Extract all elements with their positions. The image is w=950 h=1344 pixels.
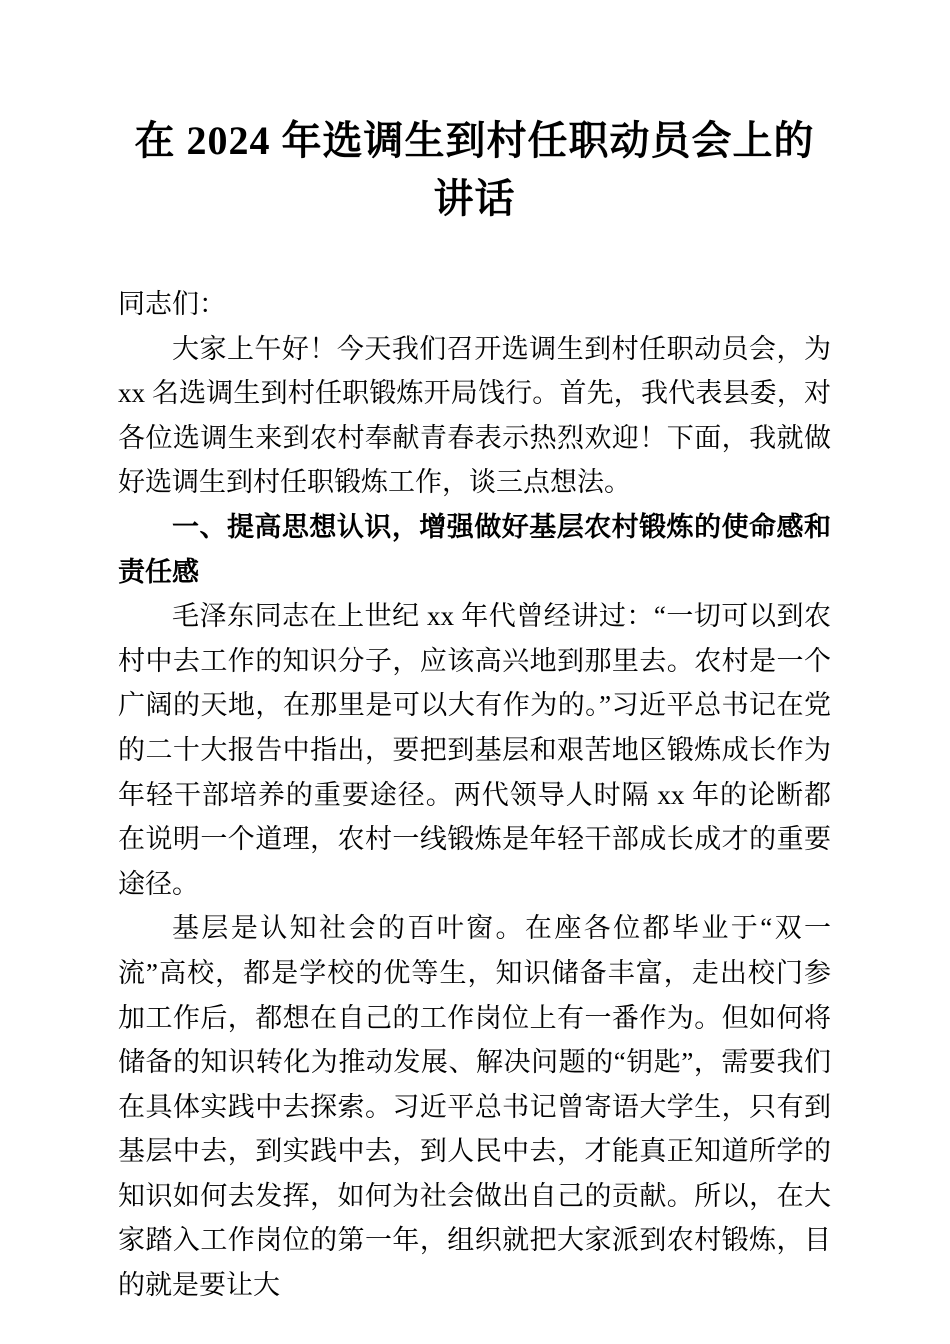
section-1-paragraph-2: 基层是认知社会的百叶窗。在座各位都毕业于“双一流”高校，都是学校的优等生，知识储备丰富，走出校门参加工作后，都想在自己的工作岗位上有一番作为。但如何将储备的知识转化为推动发展、解决问题的“钥匙”，需要我们在具体实践中去探索。习近平总书记曾寄语大学生，只有到基层中去，到实践中去，到人民中去，才能真正知道所学的知识如何去发挥，如何为社会做出自己的贡献。所以，在大家踏入工作岗位的第一年，组织就把大家派到农村锻炼，目的就是要让大 [118,913,831,1301]
section-1-heading: 一、提高思想认识，增强做好基层农村锻炼的使命感和责任感 [118,511,831,587]
intro-paragraph: 大家上午好！今天我们召开选调生到村任职动员会，为 xx 名选调生到村任职锻炼开局饯行。首先，我代表县委，对各位选调生来到农村奉献青春表示热烈欢迎！下面，我就做好选调生到村任职锻炼工作，谈三点想法。 [118,333,831,498]
document-body [118,282,831,1308]
document-title: 在 2024 年选调生到村任职动员会上的讲话 [134,118,815,221]
salutation: 同志们： [118,289,226,319]
section-1-paragraph-1: 毛泽东同志在上世纪 xx 年代曾经讲过：“一切可以到农村中去工作的知识分子，应该高兴地到那里去。农村是一个广阔的天地，在那里是可以大有作为的。”习近平总书记在党的二十大报告中指出，要把到基层和艰苦地区锻炼成长作为年轻干部培养的重要途径。两代领导人时隔 xx 年的论断都在说明一个道理，农村一线锻炼是年轻干部成长成才的重要途径。 [118,601,831,899]
